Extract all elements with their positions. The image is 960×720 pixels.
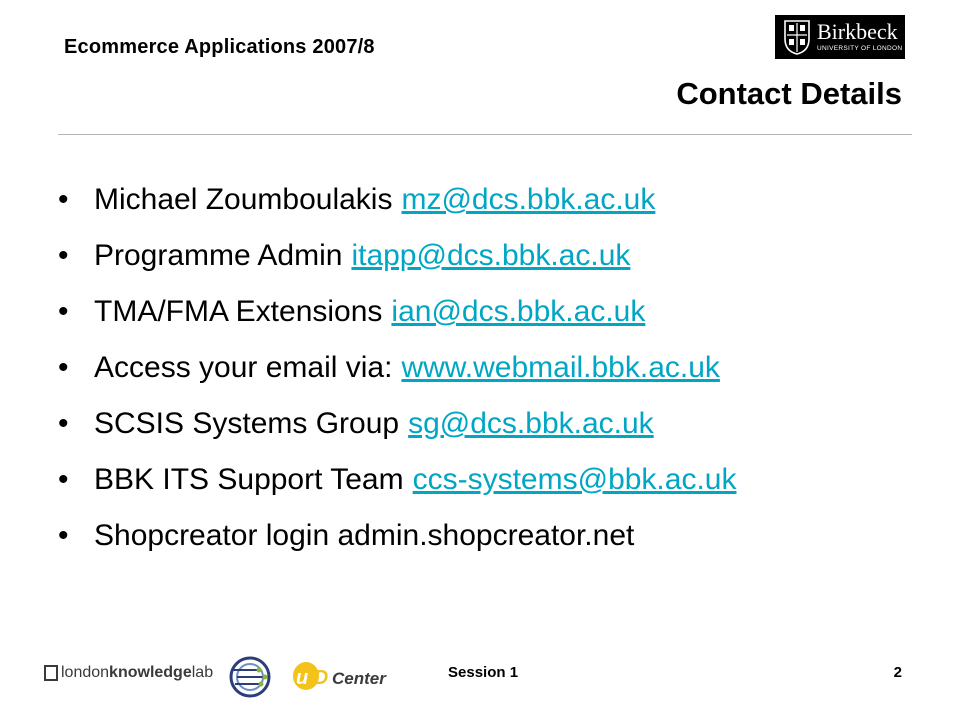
- slide-title: Contact Details: [676, 76, 902, 111]
- list-item: [58, 508, 736, 564]
- email-link[interactable]: ian@dcs.bbk.ac.uk: [391, 295, 646, 328]
- uid-center-logo: [292, 654, 392, 694]
- list-item: [58, 396, 736, 452]
- london-knowledge-lab-logo: [44, 664, 213, 682]
- logo-name: Birkbeck: [817, 19, 898, 45]
- footer-logos: [44, 646, 404, 706]
- svg-text:uiD: [296, 667, 328, 689]
- globe-icon: [229, 656, 271, 698]
- bullet-icon: •: [58, 519, 69, 552]
- uid-logo-u: u: [296, 667, 309, 689]
- email-link[interactable]: mz@dcs.bbk.ac.uk: [401, 183, 656, 216]
- uid-logo-center: Center: [332, 669, 386, 688]
- contact-label: Programme Admin: [94, 239, 343, 272]
- bullet-icon: •: [58, 407, 69, 440]
- contact-label: Shopcreator login admin.shopcreator.net: [94, 519, 635, 552]
- email-link[interactable]: ccs-systems@bbk.ac.uk: [412, 463, 737, 496]
- contact-label: Access your email via:: [94, 351, 393, 384]
- uid-logo-id: iD: [308, 667, 329, 689]
- course-title: Ecommerce Applications 2007/8: [64, 36, 375, 58]
- email-link[interactable]: itapp@dcs.bbk.ac.uk: [351, 239, 631, 272]
- bullet-icon: •: [58, 239, 69, 272]
- title-divider: [58, 134, 912, 135]
- webmail-link[interactable]: www.webmail.bbk.ac.uk: [401, 351, 720, 384]
- page-number: 2: [893, 664, 902, 681]
- list-item: [58, 228, 736, 284]
- session-label: Session 1: [448, 664, 519, 681]
- list-item: [58, 284, 736, 340]
- lkl-logo-part: london: [61, 664, 110, 681]
- contact-list: [58, 172, 736, 564]
- contact-label: TMA/FMA Extensions: [94, 295, 383, 328]
- lkl-logo-part: knowledge: [109, 664, 192, 681]
- email-link[interactable]: sg@dcs.bbk.ac.uk: [408, 407, 654, 440]
- logo-subtitle: UNIVERSITY OF LONDON: [817, 45, 903, 53]
- list-item: [58, 172, 736, 228]
- list-item: [58, 340, 736, 396]
- bullet-icon: •: [58, 463, 69, 496]
- crest-icon: [783, 19, 811, 55]
- birkbeck-logo: [775, 15, 905, 59]
- lkl-logo-part: lab: [191, 664, 214, 681]
- list-item: [58, 452, 736, 508]
- bullet-icon: •: [58, 351, 69, 384]
- contact-label: Michael Zoumboulakis: [94, 183, 393, 216]
- contact-label: SCSIS Systems Group: [94, 407, 400, 440]
- bullet-icon: •: [58, 183, 69, 216]
- square-icon: [44, 665, 58, 681]
- bullet-icon: •: [58, 295, 69, 328]
- contact-label: BBK ITS Support Team: [94, 463, 404, 496]
